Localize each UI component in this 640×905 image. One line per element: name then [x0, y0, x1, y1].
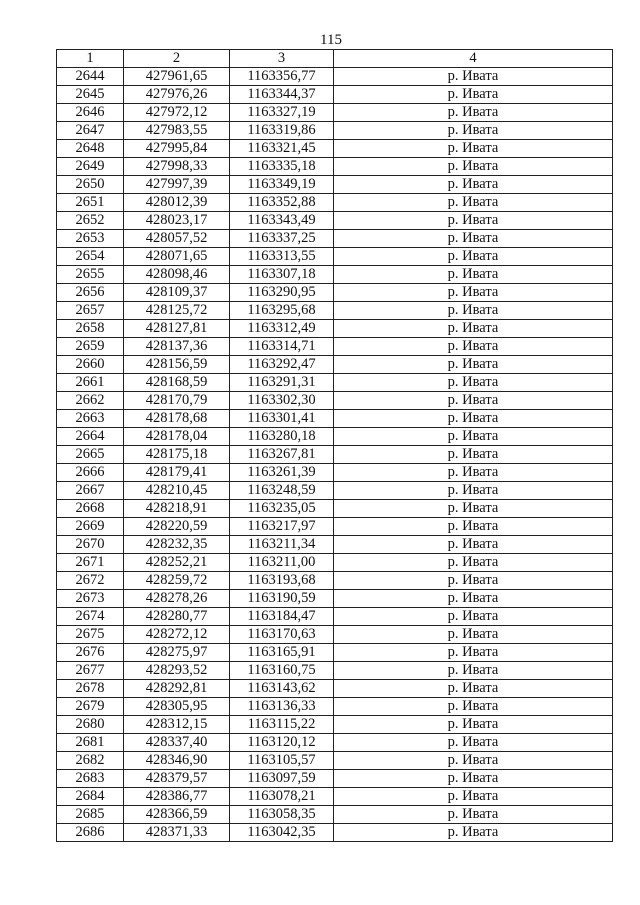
cell-x-coordinate: 428109,37: [124, 284, 230, 302]
cell-y-coordinate: 1163211,00: [230, 554, 334, 572]
cell-x-coordinate: 428379,57: [124, 770, 230, 788]
cell-description: р. Ивата: [334, 752, 613, 770]
cell-y-coordinate: 1163344,37: [230, 86, 334, 104]
cell-point-number: 2685: [57, 806, 124, 824]
cell-x-coordinate: 428170,79: [124, 392, 230, 410]
cell-description: р. Ивата: [334, 122, 613, 140]
cell-y-coordinate: 1163143,62: [230, 680, 334, 698]
cell-y-coordinate: 1163307,18: [230, 266, 334, 284]
cell-description: р. Ивата: [334, 230, 613, 248]
cell-x-coordinate: 427998,33: [124, 158, 230, 176]
cell-point-number: 2676: [57, 644, 124, 662]
cell-description: р. Ивата: [334, 536, 613, 554]
table-row: [57, 122, 613, 140]
table-row: [57, 734, 613, 752]
cell-description: р. Ивата: [334, 788, 613, 806]
cell-description: р. Ивата: [334, 824, 613, 842]
cell-y-coordinate: 1163235,05: [230, 500, 334, 518]
cell-x-coordinate: 428305,95: [124, 698, 230, 716]
column-header-number: 1: [57, 50, 124, 68]
table-row: [57, 68, 613, 86]
cell-point-number: 2680: [57, 716, 124, 734]
cell-description: р. Ивата: [334, 446, 613, 464]
table-row: [57, 500, 613, 518]
table-row: [57, 608, 613, 626]
cell-point-number: 2674: [57, 608, 124, 626]
cell-point-number: 2684: [57, 788, 124, 806]
cell-y-coordinate: 1163337,25: [230, 230, 334, 248]
cell-description: р. Ивата: [334, 158, 613, 176]
cell-point-number: 2668: [57, 500, 124, 518]
cell-point-number: 2665: [57, 446, 124, 464]
cell-x-coordinate: 428366,59: [124, 806, 230, 824]
table-row: [57, 176, 613, 194]
table-row: [57, 302, 613, 320]
table-row: [57, 788, 613, 806]
cell-description: р. Ивата: [334, 104, 613, 122]
cell-y-coordinate: 1163319,86: [230, 122, 334, 140]
cell-description: р. Ивата: [334, 806, 613, 824]
cell-description: р. Ивата: [334, 176, 613, 194]
table-row: [57, 212, 613, 230]
cell-y-coordinate: 1163115,22: [230, 716, 334, 734]
cell-y-coordinate: 1163313,55: [230, 248, 334, 266]
cell-x-coordinate: 428272,12: [124, 626, 230, 644]
cell-description: р. Ивата: [334, 284, 613, 302]
cell-y-coordinate: 1163356,77: [230, 68, 334, 86]
cell-y-coordinate: 1163105,57: [230, 752, 334, 770]
cell-point-number: 2667: [57, 482, 124, 500]
cell-point-number: 2654: [57, 248, 124, 266]
cell-description: р. Ивата: [334, 572, 613, 590]
table-row: [57, 194, 613, 212]
table-row: [57, 572, 613, 590]
cell-y-coordinate: 1163327,19: [230, 104, 334, 122]
cell-description: р. Ивата: [334, 680, 613, 698]
cell-y-coordinate: 1163352,88: [230, 194, 334, 212]
cell-x-coordinate: 428275,97: [124, 644, 230, 662]
cell-point-number: 2656: [57, 284, 124, 302]
table-row: [57, 518, 613, 536]
cell-point-number: 2659: [57, 338, 124, 356]
table-row: [57, 86, 613, 104]
cell-x-coordinate: 428293,52: [124, 662, 230, 680]
cell-description: р. Ивата: [334, 608, 613, 626]
cell-point-number: 2649: [57, 158, 124, 176]
cell-y-coordinate: 1163190,59: [230, 590, 334, 608]
cell-description: р. Ивата: [334, 266, 613, 284]
table-row: [57, 806, 613, 824]
cell-y-coordinate: 1163335,18: [230, 158, 334, 176]
table-row: [57, 824, 613, 842]
table-row: [57, 680, 613, 698]
table-row: [57, 104, 613, 122]
cell-description: р. Ивата: [334, 554, 613, 572]
cell-x-coordinate: 428280,77: [124, 608, 230, 626]
table-row: [57, 482, 613, 500]
table-row: [57, 698, 613, 716]
table-row: [57, 230, 613, 248]
cell-description: р. Ивата: [334, 662, 613, 680]
cell-x-coordinate: 428220,59: [124, 518, 230, 536]
cell-x-coordinate: 428252,21: [124, 554, 230, 572]
cell-description: р. Ивата: [334, 374, 613, 392]
cell-description: р. Ивата: [334, 428, 613, 446]
cell-point-number: 2669: [57, 518, 124, 536]
table-row: [57, 140, 613, 158]
table-row: [57, 338, 613, 356]
cell-description: р. Ивата: [334, 464, 613, 482]
cell-description: р. Ивата: [334, 500, 613, 518]
cell-y-coordinate: 1163291,31: [230, 374, 334, 392]
table-row: [57, 320, 613, 338]
cell-x-coordinate: 428346,90: [124, 752, 230, 770]
cell-x-coordinate: 427997,39: [124, 176, 230, 194]
table-row: [57, 644, 613, 662]
cell-y-coordinate: 1163097,59: [230, 770, 334, 788]
table-row: [57, 410, 613, 428]
cell-description: р. Ивата: [334, 140, 613, 158]
coordinates-table: [56, 49, 613, 842]
table-row: [57, 770, 613, 788]
cell-y-coordinate: 1163267,81: [230, 446, 334, 464]
cell-description: р. Ивата: [334, 392, 613, 410]
cell-description: р. Ивата: [334, 86, 613, 104]
cell-description: р. Ивата: [334, 302, 613, 320]
cell-point-number: 2658: [57, 320, 124, 338]
cell-point-number: 2671: [57, 554, 124, 572]
cell-description: р. Ивата: [334, 338, 613, 356]
cell-point-number: 2660: [57, 356, 124, 374]
cell-x-coordinate: 428179,41: [124, 464, 230, 482]
cell-description: р. Ивата: [334, 716, 613, 734]
cell-x-coordinate: 428178,68: [124, 410, 230, 428]
cell-x-coordinate: 428386,77: [124, 788, 230, 806]
cell-point-number: 2657: [57, 302, 124, 320]
cell-y-coordinate: 1163217,97: [230, 518, 334, 536]
column-header-x: 2: [124, 50, 230, 68]
cell-description: р. Ивата: [334, 482, 613, 500]
cell-point-number: 2675: [57, 626, 124, 644]
cell-point-number: 2646: [57, 104, 124, 122]
table-row: [57, 446, 613, 464]
column-header-description: 4: [334, 50, 613, 68]
cell-x-coordinate: 428127,81: [124, 320, 230, 338]
cell-x-coordinate: 428057,52: [124, 230, 230, 248]
cell-point-number: 2670: [57, 536, 124, 554]
cell-point-number: 2653: [57, 230, 124, 248]
cell-y-coordinate: 1163290,95: [230, 284, 334, 302]
cell-x-coordinate: 428259,72: [124, 572, 230, 590]
cell-y-coordinate: 1163261,39: [230, 464, 334, 482]
cell-description: р. Ивата: [334, 734, 613, 752]
table-row: [57, 356, 613, 374]
table-header-row: [57, 50, 613, 68]
cell-point-number: 2662: [57, 392, 124, 410]
cell-x-coordinate: 427976,26: [124, 86, 230, 104]
cell-point-number: 2644: [57, 68, 124, 86]
cell-y-coordinate: 1163136,33: [230, 698, 334, 716]
cell-point-number: 2645: [57, 86, 124, 104]
cell-point-number: 2647: [57, 122, 124, 140]
cell-x-coordinate: 428098,46: [124, 266, 230, 284]
table-row: [57, 626, 613, 644]
cell-x-coordinate: 428232,35: [124, 536, 230, 554]
cell-x-coordinate: 428156,59: [124, 356, 230, 374]
cell-point-number: 2683: [57, 770, 124, 788]
table-row: [57, 374, 613, 392]
cell-y-coordinate: 1163280,18: [230, 428, 334, 446]
table-row: [57, 716, 613, 734]
cell-description: р. Ивата: [334, 194, 613, 212]
cell-x-coordinate: 428012,39: [124, 194, 230, 212]
cell-y-coordinate: 1163165,91: [230, 644, 334, 662]
cell-y-coordinate: 1163170,63: [230, 626, 334, 644]
cell-point-number: 2679: [57, 698, 124, 716]
table-row: [57, 392, 613, 410]
cell-y-coordinate: 1163120,12: [230, 734, 334, 752]
cell-y-coordinate: 1163058,35: [230, 806, 334, 824]
cell-y-coordinate: 1163292,47: [230, 356, 334, 374]
cell-x-coordinate: 427961,65: [124, 68, 230, 86]
table-row: [57, 536, 613, 554]
cell-point-number: 2651: [57, 194, 124, 212]
cell-x-coordinate: 428337,40: [124, 734, 230, 752]
cell-x-coordinate: 428168,59: [124, 374, 230, 392]
cell-description: р. Ивата: [334, 68, 613, 86]
table-row: [57, 662, 613, 680]
cell-y-coordinate: 1163312,49: [230, 320, 334, 338]
cell-description: р. Ивата: [334, 410, 613, 428]
cell-x-coordinate: 427983,55: [124, 122, 230, 140]
cell-description: р. Ивата: [334, 698, 613, 716]
cell-x-coordinate: 428137,36: [124, 338, 230, 356]
cell-point-number: 2672: [57, 572, 124, 590]
cell-y-coordinate: 1163248,59: [230, 482, 334, 500]
cell-x-coordinate: 428278,26: [124, 590, 230, 608]
cell-point-number: 2682: [57, 752, 124, 770]
cell-y-coordinate: 1163184,47: [230, 608, 334, 626]
cell-description: р. Ивата: [334, 518, 613, 536]
cell-x-coordinate: 428218,91: [124, 500, 230, 518]
cell-description: р. Ивата: [334, 212, 613, 230]
cell-point-number: 2663: [57, 410, 124, 428]
table-row: [57, 752, 613, 770]
cell-x-coordinate: 428071,65: [124, 248, 230, 266]
cell-point-number: 2681: [57, 734, 124, 752]
table-body: [57, 68, 613, 842]
cell-x-coordinate: 427995,84: [124, 140, 230, 158]
cell-y-coordinate: 1163314,71: [230, 338, 334, 356]
table-row: [57, 554, 613, 572]
cell-y-coordinate: 1163160,75: [230, 662, 334, 680]
cell-x-coordinate: 428371,33: [124, 824, 230, 842]
cell-x-coordinate: 428125,72: [124, 302, 230, 320]
cell-point-number: 2661: [57, 374, 124, 392]
cell-point-number: 2652: [57, 212, 124, 230]
column-header-y: 3: [230, 50, 334, 68]
table-row: [57, 158, 613, 176]
cell-point-number: 2673: [57, 590, 124, 608]
table-row: [57, 464, 613, 482]
cell-y-coordinate: 1163193,68: [230, 572, 334, 590]
cell-y-coordinate: 1163302,30: [230, 392, 334, 410]
cell-x-coordinate: 428175,18: [124, 446, 230, 464]
cell-x-coordinate: 428023,17: [124, 212, 230, 230]
table-row: [57, 590, 613, 608]
page-number: 115: [320, 32, 342, 48]
cell-description: р. Ивата: [334, 590, 613, 608]
cell-description: р. Ивата: [334, 356, 613, 374]
cell-x-coordinate: 428292,81: [124, 680, 230, 698]
cell-y-coordinate: 1163343,49: [230, 212, 334, 230]
cell-point-number: 2648: [57, 140, 124, 158]
cell-x-coordinate: 428312,15: [124, 716, 230, 734]
table-row: [57, 284, 613, 302]
cell-point-number: 2664: [57, 428, 124, 446]
cell-point-number: 2655: [57, 266, 124, 284]
table-row: [57, 428, 613, 446]
cell-point-number: 2650: [57, 176, 124, 194]
cell-description: р. Ивата: [334, 626, 613, 644]
cell-y-coordinate: 1163295,68: [230, 302, 334, 320]
cell-x-coordinate: 427972,12: [124, 104, 230, 122]
cell-point-number: 2686: [57, 824, 124, 842]
cell-point-number: 2678: [57, 680, 124, 698]
cell-point-number: 2677: [57, 662, 124, 680]
cell-y-coordinate: 1163321,45: [230, 140, 334, 158]
cell-y-coordinate: 1163078,21: [230, 788, 334, 806]
cell-point-number: 2666: [57, 464, 124, 482]
cell-description: р. Ивата: [334, 644, 613, 662]
cell-description: р. Ивата: [334, 248, 613, 266]
cell-description: р. Ивата: [334, 770, 613, 788]
table-row: [57, 266, 613, 284]
cell-y-coordinate: 1163211,34: [230, 536, 334, 554]
cell-x-coordinate: 428178,04: [124, 428, 230, 446]
cell-description: р. Ивата: [334, 320, 613, 338]
cell-y-coordinate: 1163042,35: [230, 824, 334, 842]
cell-y-coordinate: 1163349,19: [230, 176, 334, 194]
table-row: [57, 248, 613, 266]
cell-x-coordinate: 428210,45: [124, 482, 230, 500]
cell-y-coordinate: 1163301,41: [230, 410, 334, 428]
